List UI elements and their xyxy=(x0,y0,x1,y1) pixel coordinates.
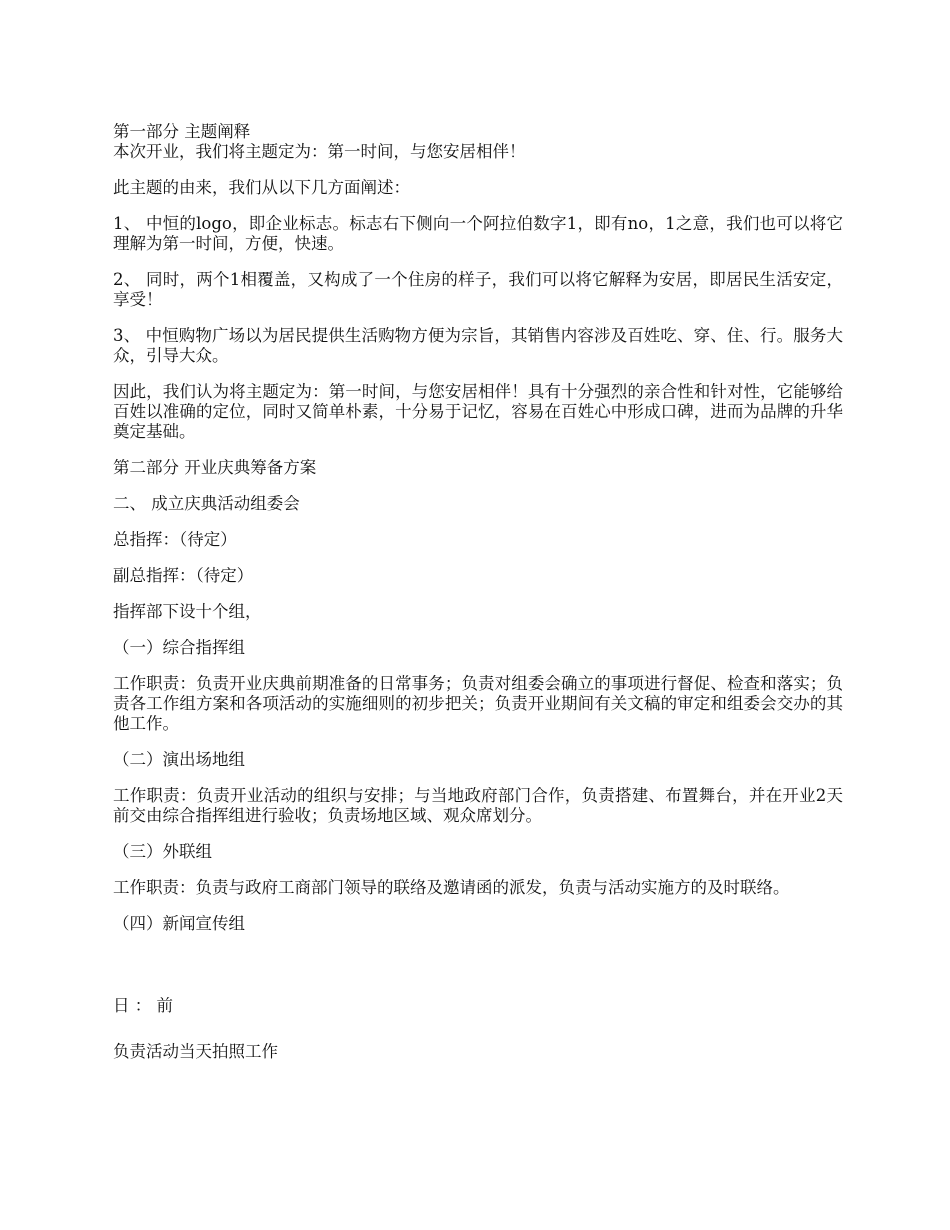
theme-statement: 本次开业，我们将主题定为：第一时间，与您安居相伴！ xyxy=(113,142,526,161)
group-1-duties: 工作职责：负责开业庆典前期准备的日常事务；负责对组委会确立的事项进行督促、检查和落实；负责各工作组方案和各项活动的实施细则的初步把关；负责开业期间有关文稿的审定和组委会交办的其他工作。 xyxy=(113,674,843,733)
point-1-paragraph: 1、 中恒的logo，即企业标志。标志右下侧向一个阿拉伯数字1，即有no，1之意，我们也可以将它理解为第一时间，方便，快速。 xyxy=(113,214,843,253)
document-page xyxy=(113,122,843,1062)
groups-intro-line: 指挥部下设十个组， xyxy=(113,602,262,621)
part-one-heading: 第一部分 主题阐释 xyxy=(113,122,251,141)
chief-commander-line: 总指挥：（待定） xyxy=(113,530,237,549)
group-3-duties: 工作职责：负责与政府工商部门领导的联络及邀请函的派发，负责与活动实施方的及时联络。 xyxy=(113,878,790,897)
committee-heading: 二、 成立庆典活动组委会 xyxy=(113,494,300,513)
part-two-heading: 第二部分 开业庆典筹备方案 xyxy=(113,458,317,477)
point-3-paragraph: 3、 中恒购物广场以为居民提供生活购物方便为宗旨，其销售内容涉及百姓吃、穿、住、行。服务大众，引导大众。 xyxy=(113,326,843,365)
theme-origin-intro: 此主题的由来，我们从以下几方面阐述： xyxy=(113,178,410,197)
group-2-heading: （二）演出场地组 xyxy=(113,750,245,769)
group-2-duties: 工作职责：负责开业活动的组织与安排；与当地政府部门合作，负责搭建、布置舞台，并在开业2天前交由综合指挥组进行验收；负责场地区域、观众席划分。 xyxy=(113,786,843,825)
date-line: 日 ： 前 xyxy=(113,996,173,1015)
group-3-heading: （三）外联组 xyxy=(113,842,212,861)
deputy-commander-line: 副总指挥：（待定） xyxy=(113,566,254,585)
theme-conclusion-paragraph: 因此，我们认为将主题定为：第一时间，与您安居相伴！具有十分强烈的亲合性和针对性，它能够给百姓以准确的定位，同时又简单朴素，十分易于记忆，容易在百姓心中形成口碑，进而为品牌的升华奠定基础。 xyxy=(113,382,843,441)
photo-duty-line: 负责活动当天拍照工作 xyxy=(113,1042,278,1061)
group-1-heading: （一）综合指挥组 xyxy=(113,638,245,657)
point-2-paragraph: 2、 同时，两个1相覆盖，又构成了一个住房的样子，我们可以将它解释为安居，即居民生活安定，享受！ xyxy=(113,270,843,309)
group-4-heading: （四）新闻宣传组 xyxy=(113,914,245,933)
